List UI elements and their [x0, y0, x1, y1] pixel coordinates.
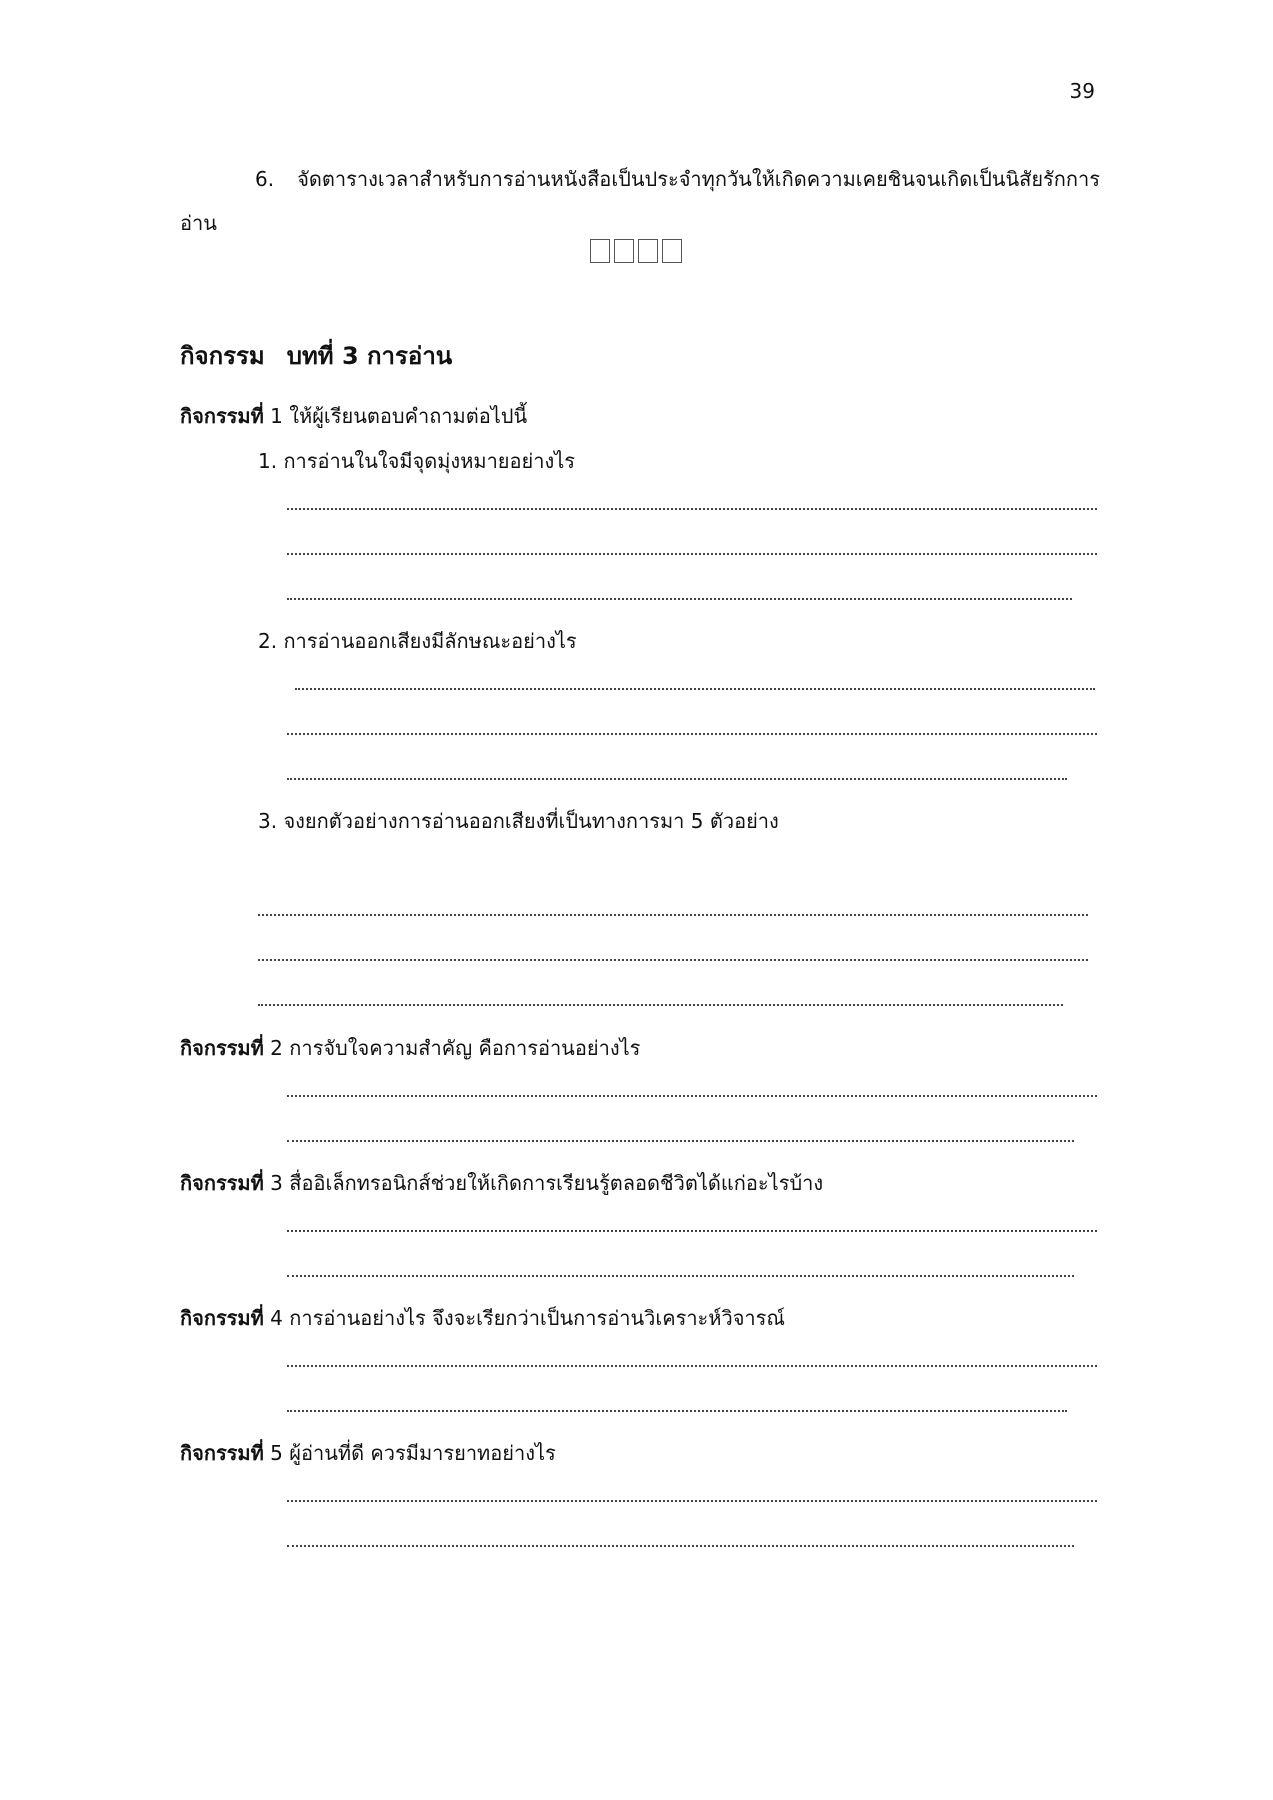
end-mark-box: [638, 239, 658, 263]
end-mark-box: [614, 239, 634, 263]
activity-2-title: [180, 1032, 640, 1064]
answer-line[interactable]: [287, 1500, 1097, 1502]
activity-4-label: กิจกรรมที่: [180, 1306, 264, 1330]
answer-line[interactable]: [287, 1410, 1067, 1412]
answer-line[interactable]: [287, 598, 1072, 600]
activity-4-title: [180, 1302, 785, 1334]
answer-line[interactable]: [295, 688, 1095, 690]
activity-2-label: กิจกรรมที่: [180, 1036, 264, 1060]
end-marks: [590, 236, 686, 264]
activity-1-num: 1: [263, 404, 283, 428]
activity-5-title: [180, 1437, 556, 1469]
activity-4-text: การอ่านอย่างไร จึงจะเรียกว่าเป็นการอ่านวิเคราะห์วิจารณ์: [282, 1306, 785, 1330]
answer-line[interactable]: [258, 914, 1088, 916]
answer-line[interactable]: [258, 959, 1088, 961]
intro-item-6: 6. จัดตารางเวลาสำหรับการอ่านหนังสือเป็นประจำทุกวันให้เกิดความเคยชินจนเกิดเป็นนิสัยรักการอ่าน: [180, 167, 1100, 235]
answer-line[interactable]: [287, 1365, 1097, 1367]
question-3: 3. จงยกตัวอย่างการอ่านออกเสียงที่เป็นทางการมา 5 ตัวอย่าง: [258, 809, 779, 833]
activity-3-label: กิจกรรมที่: [180, 1171, 264, 1195]
activity-1-label: กิจกรรมที่: [180, 404, 264, 428]
activity-4-num: 4: [263, 1306, 283, 1330]
activity-1-title: [180, 400, 527, 432]
answer-line[interactable]: [258, 1004, 1063, 1006]
end-mark-box: [590, 239, 610, 263]
answer-line[interactable]: [287, 1140, 1074, 1142]
activity-5-num: 5: [263, 1441, 283, 1465]
end-mark-box: [662, 239, 682, 263]
activity-5-label: กิจกรรมที่: [180, 1441, 264, 1465]
answer-line[interactable]: [287, 553, 1097, 555]
answer-line[interactable]: [287, 508, 1097, 510]
question-1: 1. การอ่านในใจมีจุดมุ่งหมายอย่างไร: [258, 449, 576, 473]
activity-5-text: ผู้อ่านที่ดี ควรมีมารยาทอย่างไร: [282, 1441, 556, 1465]
activity-3-text: สื่ออิเล็กทรอนิกส์ช่วยให้เกิดการเรียนรู้ตลอดชีวิตได้แก่อะไรบ้าง: [282, 1171, 824, 1195]
answer-line[interactable]: [287, 1230, 1097, 1232]
heading-part-2: บทที่ 3 การอ่าน: [286, 342, 453, 370]
page-number: 39: [1069, 79, 1095, 103]
answer-line[interactable]: [287, 1095, 1097, 1097]
activity-3-num: 3: [263, 1171, 283, 1195]
activity-2-text: การจับใจความสำคัญ คือการอ่านอย่างไร: [282, 1036, 641, 1060]
activity-2-num: 2: [263, 1036, 283, 1060]
activity-3-title: [180, 1167, 823, 1199]
answer-line[interactable]: [287, 733, 1097, 735]
question-2: 2. การอ่านออกเสียงมีลักษณะอย่างไร: [258, 629, 577, 653]
answer-line[interactable]: [287, 1545, 1074, 1547]
answer-line[interactable]: [287, 1275, 1074, 1277]
heading-part-1: กิจกรรม: [180, 342, 265, 370]
activity-1-text: ให้ผู้เรียนตอบคำถามต่อไปนี้: [282, 404, 528, 428]
answer-line[interactable]: [287, 778, 1067, 780]
chapter-heading: [180, 336, 452, 375]
